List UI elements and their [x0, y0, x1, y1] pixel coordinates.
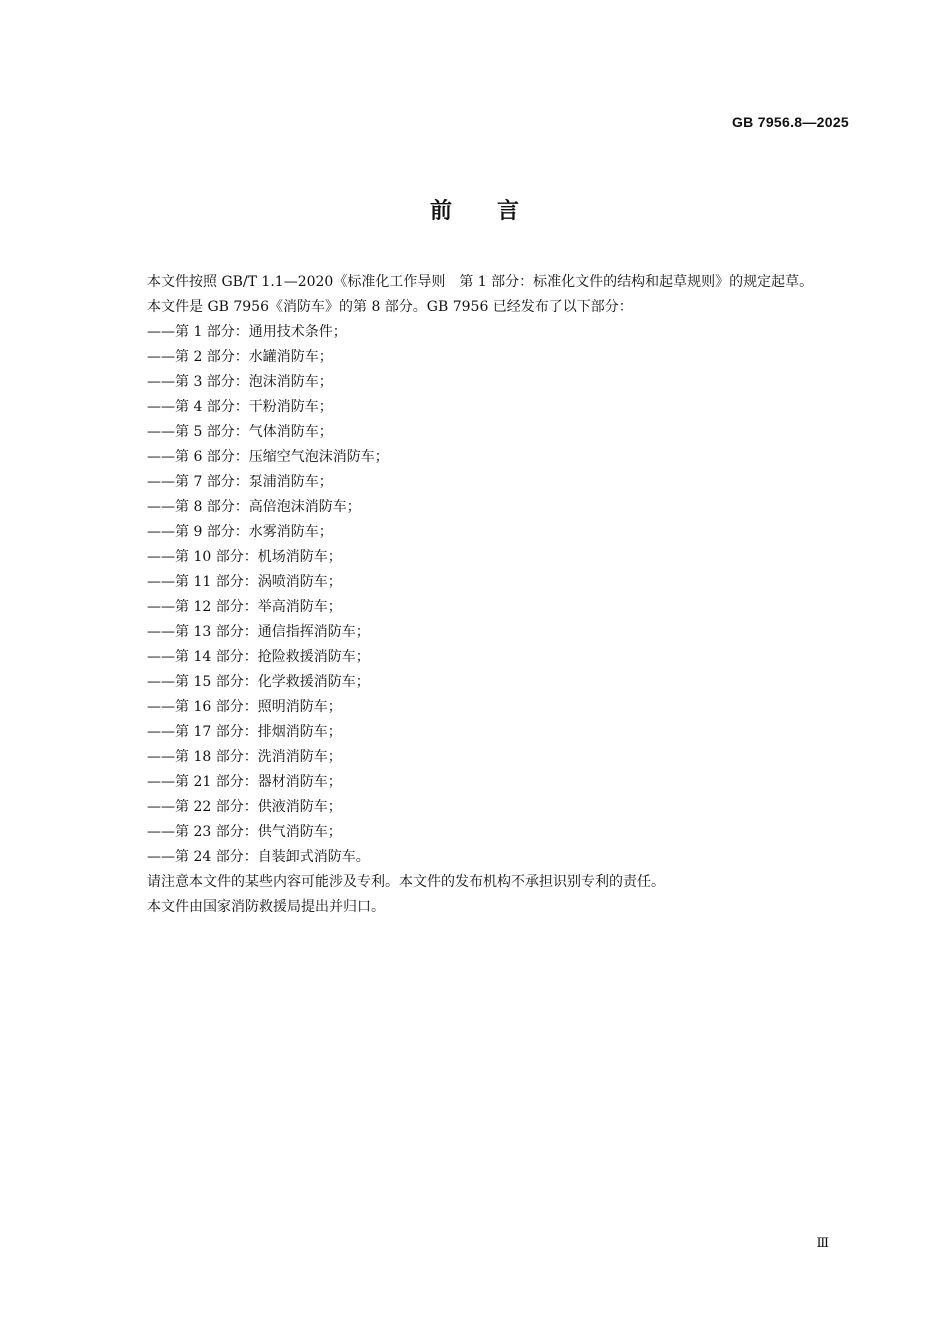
- page-title-part-2: 言: [497, 199, 521, 224]
- list-item: ——第 3 部分：泡沫消防车；: [147, 374, 333, 390]
- list-item: ——第 11 部分：涡喷消防车；: [147, 574, 342, 590]
- page-title-part-1: 前: [429, 199, 453, 224]
- part-statement-paragraph: 本文件是 GB 7956《消防车》的第 8 部分。GB 7956 已经发布了以下部分：: [147, 299, 633, 315]
- list-item: ——第 13 部分：通信指挥消防车；: [147, 624, 370, 640]
- list-item: ——第 21 部分：器材消防车；: [147, 774, 342, 790]
- list-item: ——第 15 部分：化学救援消防车；: [147, 674, 370, 690]
- list-item: ——第 17 部分：排烟消防车；: [147, 724, 342, 740]
- list-item: ——第 8 部分：高倍泡沫消防车；: [147, 499, 361, 515]
- list-item: ——第 9 部分：水雾消防车；: [147, 524, 333, 540]
- list-item: ——第 22 部分：供液消防车；: [147, 799, 342, 815]
- proposer-paragraph: 本文件由国家消防救援局提出并归口。: [147, 899, 385, 915]
- page-title: [0, 194, 950, 225]
- list-item: ——第 14 部分：抢险救援消防车；: [147, 649, 370, 665]
- list-item: ——第 23 部分：供气消防车；: [147, 824, 342, 840]
- list-item: ——第 4 部分：干粉消防车；: [147, 399, 333, 415]
- list-item: ——第 5 部分：气体消防车；: [147, 424, 333, 440]
- list-item: ——第 16 部分：照明消防车；: [147, 699, 342, 715]
- patent-notice-paragraph: 请注意本文件的某些内容可能涉及专利。本文件的发布机构不承担识别专利的责任。: [147, 874, 665, 890]
- list-item: ——第 18 部分：洗消消防车；: [147, 749, 342, 765]
- list-item: ——第 10 部分：机场消防车；: [147, 549, 342, 565]
- list-item: ——第 12 部分：举高消防车；: [147, 599, 342, 615]
- list-item: ——第 6 部分：压缩空气泡沫消防车；: [147, 449, 389, 465]
- standard-code: GB 7956.8—2025: [731, 114, 849, 130]
- drafting-rule-paragraph: 本文件按照 GB/T 1.1—2020《标准化工作导则 第 1 部分：标准化文件的结构和起草规则》的规定起草。: [147, 274, 814, 290]
- list-item: ——第 2 部分：水罐消防车；: [147, 349, 333, 365]
- list-item: ——第 24 部分：自装卸式消防车。: [147, 849, 370, 865]
- published-parts-list: [114, 320, 850, 870]
- list-item: ——第 7 部分：泵浦消防车；: [147, 474, 333, 490]
- page-number: Ⅲ: [816, 1236, 829, 1251]
- list-item: ——第 1 部分：通用技术条件；: [147, 324, 347, 340]
- document-body: [114, 270, 850, 920]
